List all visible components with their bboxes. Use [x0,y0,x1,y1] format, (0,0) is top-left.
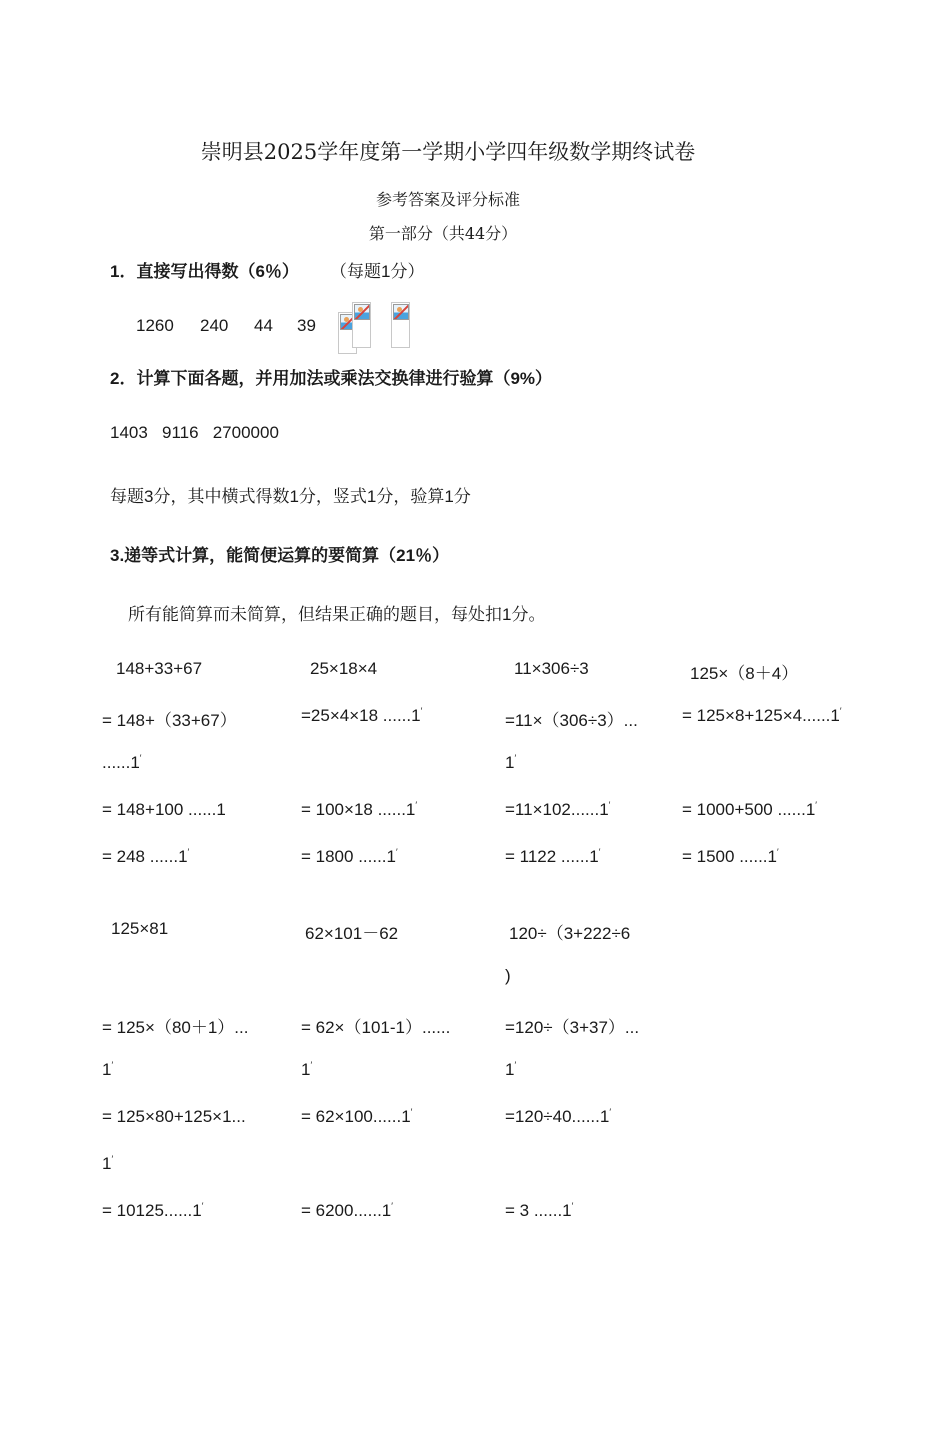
score-tick: ′ [514,1060,517,1070]
calc-step-text: = 248 ......1 [102,847,188,866]
calc-step-r3-c3 [682,800,817,820]
calc-step-r1-c2 [505,706,638,731]
calc-step-r8-c0 [102,1060,113,1080]
q3-note: 所有能简算而未简算，但结果正确的题目，每处扣1分。 [128,605,546,624]
calc-step-r8-c2 [505,1060,516,1080]
score-tick: ′ [111,1060,114,1070]
page-subtitle: 参考答案及评分标准 [375,190,520,209]
calc-step-text: ) [505,966,511,985]
q1-answer-2: 240 [200,316,229,335]
calc-step-r11-c1 [301,1201,393,1221]
broken-image-icon [391,302,410,348]
calc-step-r1-c3 [682,706,842,726]
calc-step-text: 11×306÷3 [514,659,589,678]
calc-step-r4-c2 [505,847,600,867]
calc-step-r1-c1 [301,706,422,726]
calc-step-text: 1 [301,1060,311,1079]
calc-step-r6-c2 [505,966,511,986]
calc-step-text: = 10125......1 [102,1201,202,1220]
calc-step-r11-c0 [102,1201,203,1221]
calc-step-r4-c3 [682,847,779,867]
q3-heading: 3.递等式计算，能简便运算的要简算（21％） [110,546,450,565]
score-tick: ′ [111,1154,114,1164]
calc-step-text: = 6200......1 [301,1201,392,1220]
calc-step-r8-c1 [301,1060,312,1080]
score-tick: ′ [391,1201,393,1211]
calc-step-text: = 148+（33+67） [102,711,237,730]
calc-step-r4-c1 [301,847,398,867]
calc-step-r10-c0 [102,1154,113,1174]
score-tick: ′ [187,847,190,857]
calc-step-r3-c0 [102,800,226,820]
calc-step-r0-c0 [116,659,202,679]
score-tick: ′ [310,1060,313,1070]
calc-step-text: = 62×（101-1）...... [301,1018,451,1037]
calc-step-text: ......1 [102,753,140,772]
calc-step-text: = 3 ......1 [505,1201,572,1220]
q2-scoring: 每题3分，其中横式得数1分，竖式1分，验算1分 [110,487,471,506]
score-tick: ′ [415,800,418,810]
calc-step-text: 1 [505,753,515,772]
score-tick: ′ [777,847,779,857]
score-tick: ′ [839,706,842,716]
calc-step-text: 1 [102,1154,112,1173]
calc-step-text: 25×18×4 [310,659,378,678]
score-tick: ′ [598,847,601,857]
q1-heading: 1．直接写出得数（6％） [110,262,299,281]
calc-step-text: = 100×18 ......1 [301,800,416,819]
calc-step-text: = 125×（80＋1）... [102,1018,249,1037]
calc-step-r7-c1 [301,1013,450,1038]
calc-step-r1-c0 [102,706,237,731]
calc-step-r7-c2 [505,1013,639,1038]
calc-step-text: =11×（306÷3）... [505,711,638,730]
calc-step-text: =25×4×18 ......1 [301,706,421,725]
score-tick: ′ [396,847,398,857]
calc-step-r3-c1 [301,800,417,820]
score-tick: ′ [571,1201,574,1211]
calc-step-text: = 148+100 ......1 [102,800,226,819]
page-title: 崇明县2025学年度第一学期小学四年级数学期终试卷 [200,140,696,164]
calc-step-text: 125×81 [111,919,169,938]
calc-step-text: 1 [505,1060,515,1079]
calc-step-text: = 1000+500 ......1 [682,800,816,819]
calc-step-r5-c0 [111,919,168,939]
calc-step-r5-c2 [509,919,630,944]
calc-step-r11-c2 [505,1201,573,1221]
calc-step-text: 125×（8＋4） [690,664,799,683]
calc-step-text: 120÷（3+222÷6 [509,924,631,943]
calc-step-r9-c0 [102,1107,246,1127]
q1-answer-1: 1260 [136,316,174,335]
score-tick: ′ [420,706,423,716]
q1-note: （每题1分） [330,262,425,281]
score-tick: ′ [201,1201,204,1211]
calc-step-r2-c2 [505,753,516,773]
score-tick: ′ [608,800,611,810]
score-tick: ′ [815,800,817,810]
score-tick: ′ [410,1107,413,1117]
broken-image-icon [352,302,371,348]
calc-step-text: = 62×100......1 [301,1107,411,1126]
calc-step-text: = 1800 ......1 [301,847,396,866]
calc-step-text: 62×101－62 [305,924,399,943]
q2-answers: 1403 9116 2700000 [110,423,279,442]
calc-step-text: =120÷（3+37）... [505,1018,640,1037]
q1-answer-4: 39 [297,316,316,335]
calc-step-r9-c2 [505,1107,611,1127]
calc-step-text: = 1122 ......1 [505,847,599,866]
calc-step-r2-c0 [102,753,141,773]
calc-step-r0-c3 [690,659,798,684]
part-heading: 第一部分（共44分） [368,224,518,243]
calc-step-text: = 125×80+125×1... [102,1107,246,1126]
calc-step-r4-c0 [102,847,189,867]
calc-step-r5-c1 [305,919,398,944]
q1-answer-3: 44 [254,316,273,335]
calc-step-r3-c2 [505,800,610,820]
calc-step-text: = 125×8+125×4......1 [682,706,840,725]
calc-step-r0-c1 [310,659,377,679]
score-tick: ′ [609,1107,612,1117]
calc-step-r0-c2 [514,659,589,679]
calc-step-r7-c0 [102,1013,248,1038]
q2-heading: 2．计算下面各题，并用加法或乘法交换律进行验算（9%） [110,369,553,388]
calc-step-text: =11×102......1 [505,800,609,819]
calc-step-text: 1 [102,1060,112,1079]
calc-step-text: 148+33+67 [116,659,203,678]
score-tick: ′ [139,753,142,763]
calc-step-text: = 1500 ......1 [682,847,777,866]
calc-step-r9-c1 [301,1107,412,1127]
score-tick: ′ [514,753,517,763]
calc-step-text: =120÷40......1 [505,1107,610,1126]
